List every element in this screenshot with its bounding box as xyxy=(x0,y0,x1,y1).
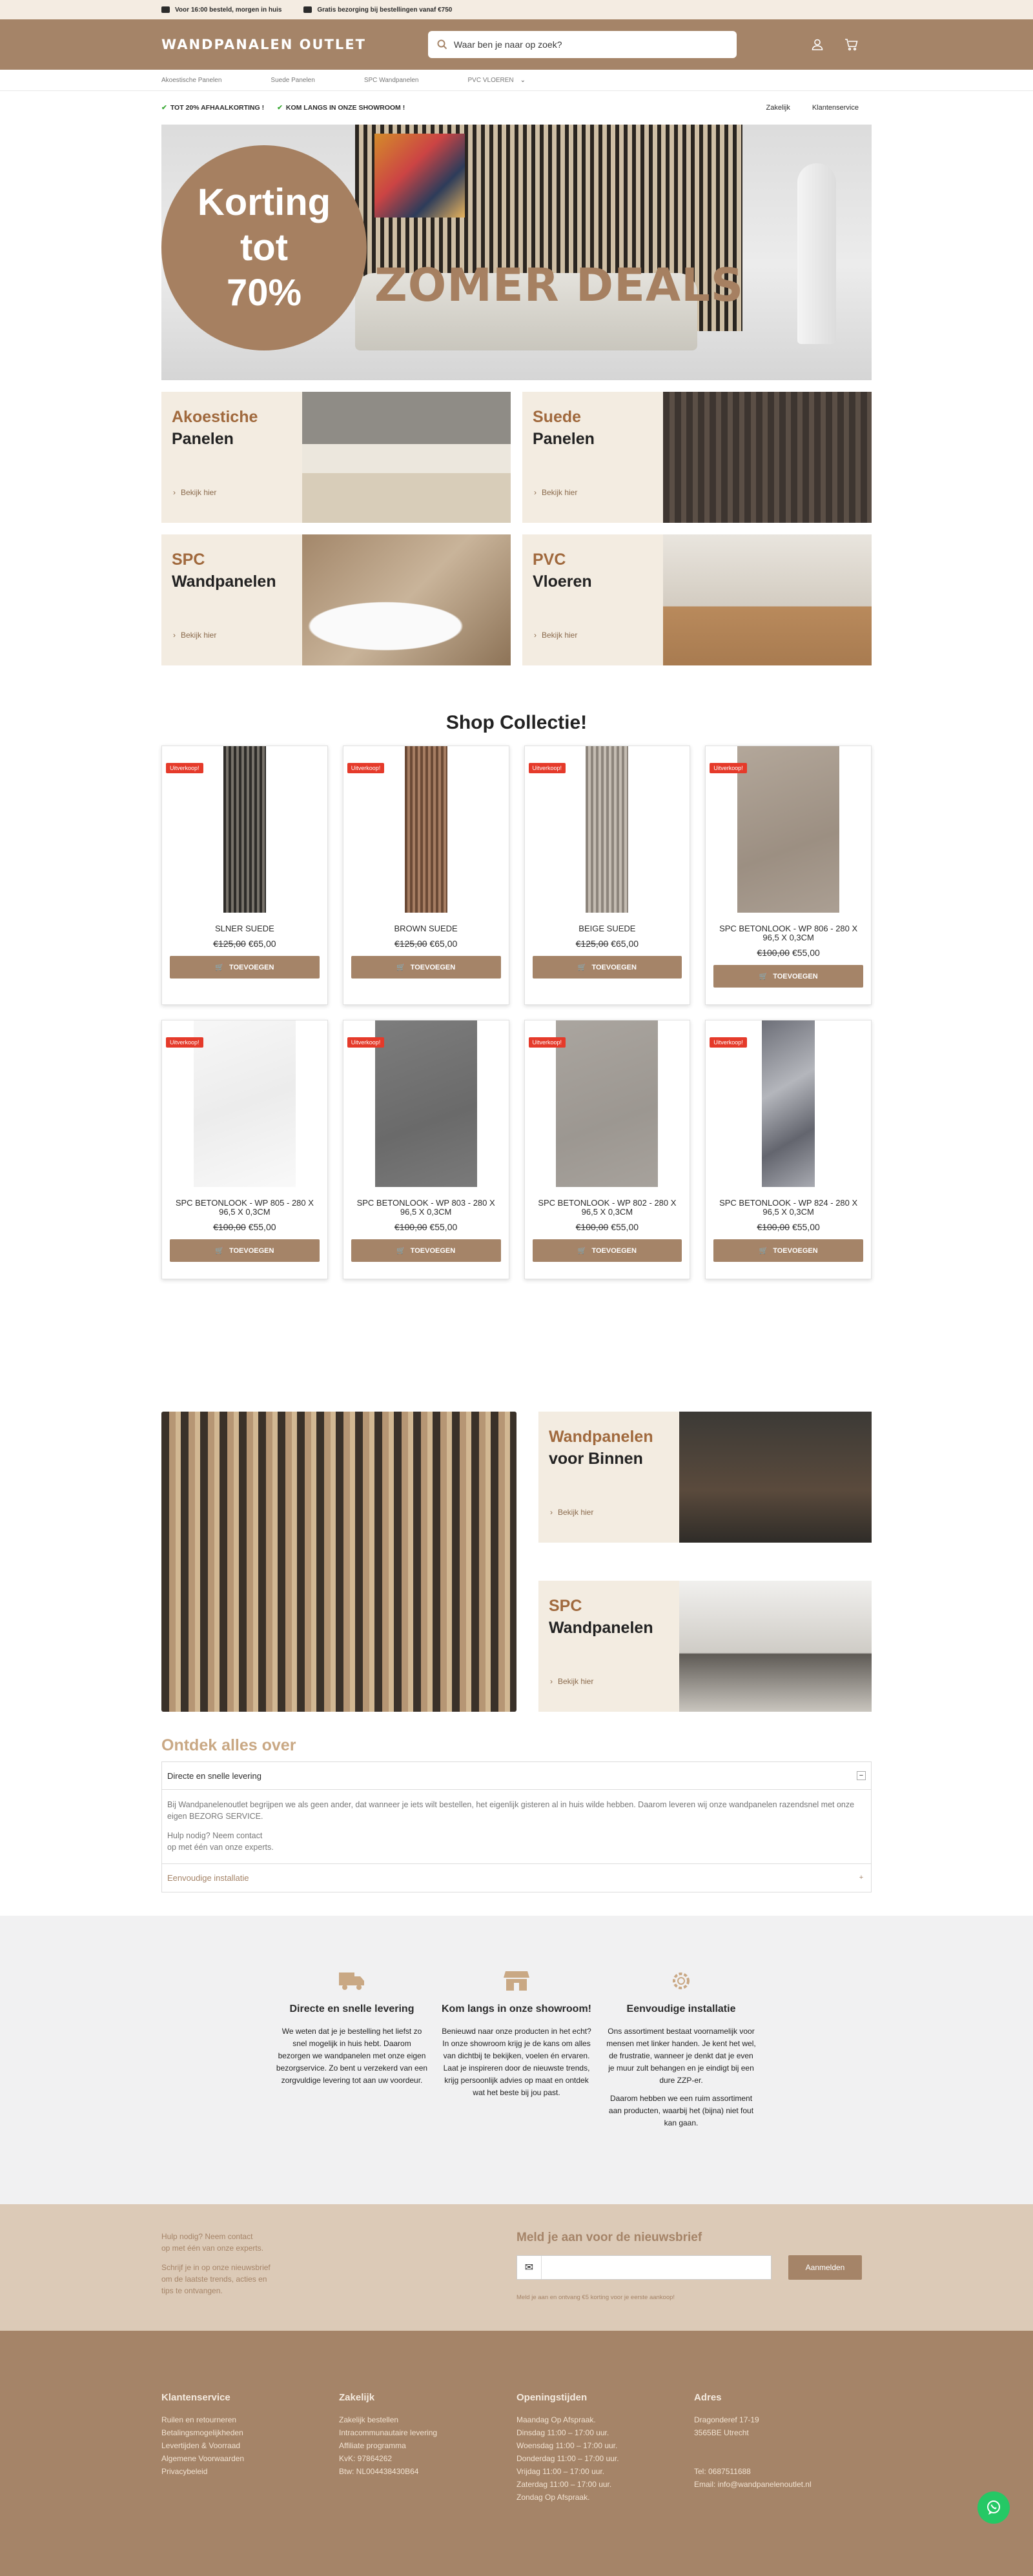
minus-icon: − xyxy=(857,1771,866,1780)
newsletter-title: Meld je aan voor de nieuwsbrief xyxy=(516,2231,702,2244)
footer-link[interactable]: Betalingsmogelijkheden xyxy=(161,2428,243,2437)
footer-col-klantenservice: Klantenservice Ruilen en retourneren Betalingsmogelijkheden Levertijden & Voorraad Algemene Voorwaarden Privacybeleid xyxy=(161,2391,339,2504)
logo[interactable]: WANDPANALEN OUTLET xyxy=(161,37,366,52)
product-card[interactable] xyxy=(705,745,872,1005)
product-name[interactable]: SPC BETONLOOK - WP 805 - 280 X 96,5 X 0,3CM xyxy=(175,1198,314,1217)
subscribe-button[interactable]: Aanmelden xyxy=(788,2255,862,2280)
newsletter-section: Hulp nodig? Neem contact op met één van onze experts. Schrijf je in op onze nieuwsbrief om de laatste trends, acties en tips te ontvangen. Meld je aan voor de nieuwsbrief ✉ Aanmelden Meld je aan en ontvang €5 korting voor je eerste aankoop! xyxy=(0,2204,1033,2331)
sale-price: €65,00 xyxy=(429,938,458,949)
link-zakelijk[interactable]: Zakelijk xyxy=(766,104,790,112)
add-to-cart-button[interactable]: 🛒 TOEVOEGEN xyxy=(713,965,863,988)
link-klantenservice[interactable]: Klantenservice xyxy=(812,104,859,112)
chevron-right-icon: › xyxy=(550,1508,553,1517)
add-to-cart-button[interactable]: 🛒 TOEVOEGEN xyxy=(170,1239,320,1262)
sale-badge: Uitverkoop! xyxy=(710,763,747,773)
sale-badge: Uitverkoop! xyxy=(166,1037,203,1048)
old-price: €100,00 xyxy=(575,1222,609,1232)
feature-installatie: Eenvoudige installatie Ons assortiment bestaat voornamelijk voor mensen met linker handen. Je kent het wel, de frustratie, wanneer je denkt dat je even je muur zult behangen en je eindigt bij een dure ZZP-er. Daarom hebben we een ruim assortiment aan producten, waarbij het (bijna) niet fout kan gaan. xyxy=(599,1966,764,2135)
old-price: €100,00 xyxy=(213,1222,246,1232)
cart-icon: 🛒 xyxy=(577,1247,587,1255)
chevron-right-icon: › xyxy=(173,631,176,640)
old-price: €125,00 xyxy=(575,938,609,949)
product-name[interactable]: BROWN SUEDE xyxy=(394,924,458,933)
product-name[interactable]: SPC BETONLOOK - WP 824 - 280 X 96,5 X 0,3CM xyxy=(719,1198,858,1217)
hero-artwork xyxy=(374,134,465,218)
product-image xyxy=(586,746,628,913)
chevron-right-icon: › xyxy=(550,1677,553,1686)
category-tiles xyxy=(161,392,872,665)
product-image xyxy=(223,746,266,913)
sale-badge: Uitverkoop! xyxy=(529,763,566,773)
store-icon xyxy=(504,1970,529,1992)
nav-item-akoestische[interactable]: Akoestische Panelen xyxy=(161,76,222,84)
category-image xyxy=(663,534,872,665)
product-image xyxy=(194,1020,296,1187)
cart-icon: 🛒 xyxy=(215,1247,224,1255)
product-card[interactable] xyxy=(524,1020,691,1279)
product-name[interactable]: SPC BETONLOOK - WP 802 - 280 X 96,5 X 0,3CM xyxy=(538,1198,677,1217)
usp-free-shipping: Gratis bezorging bij bestellingen vanaf €750 xyxy=(303,6,452,14)
whatsapp-icon xyxy=(985,2499,1002,2516)
check-icon: ✔ xyxy=(161,104,167,112)
old-price: €125,00 xyxy=(213,938,246,949)
hero-headline: ZOMER DEALS xyxy=(374,259,744,312)
cart-icon: 🛒 xyxy=(577,964,587,971)
bekijk-hier-link[interactable]: › Bekijk hier xyxy=(550,1677,594,1686)
top-usp-bar xyxy=(0,0,1033,19)
discount-circle: Korting tot 70% xyxy=(161,145,367,350)
category-tile-spc[interactable]: SPC Wandpanelen › Bekijk hier xyxy=(161,534,511,665)
category-tile-pvc[interactable]: PVC Vloeren › Bekijk hier xyxy=(522,534,872,665)
chevron-right-icon: › xyxy=(173,488,176,497)
product-card[interactable] xyxy=(343,1020,509,1279)
old-price: €100,00 xyxy=(757,948,790,958)
category-image xyxy=(302,534,511,665)
hero-vase xyxy=(797,163,836,344)
footer-col-openingstijden: Openingstijden Maandag Op Afspraak. Dinsdag 11:00 – 17:00 uur. Woensdag 11:00 – 17:00 uur. Donderdag 11:00 – 17:00 uur. Vrijdag 11:00 – 17:00 uur. Zaterdag 11:00 – 17:00 uur. Zondag Op Afspraak. xyxy=(516,2392,619,2502)
promo-tile-binnen[interactable]: Wandpanelen voor Binnen › Bekijk hier xyxy=(538,1412,872,1543)
chevron-down-icon: ⌄ xyxy=(520,76,526,84)
truck-icon xyxy=(303,6,312,13)
product-name[interactable]: SPC BETONLOOK - WP 806 - 280 X 96,5 X 0,3CM xyxy=(719,924,858,942)
chevron-right-icon: › xyxy=(534,488,537,497)
bekijk-hier-link[interactable]: › Bekijk hier xyxy=(534,631,578,640)
envelope-icon: ✉ xyxy=(517,2256,542,2279)
product-image xyxy=(405,746,447,913)
category-image xyxy=(663,392,872,523)
accordion-item-installatie[interactable]: Eenvoudige installatie + xyxy=(162,1864,871,1892)
site-header xyxy=(0,19,1033,70)
sale-badge: Uitverkoop! xyxy=(347,763,385,773)
category-tile-akoestische[interactable]: Akoestiche Panelen › Bekijk hier xyxy=(161,392,511,523)
sale-price: €55,00 xyxy=(429,1222,458,1232)
bekijk-hier-link[interactable]: › Bekijk hier xyxy=(534,488,578,497)
email-link[interactable]: Email: info@wandpanelenoutlet.nl xyxy=(694,2480,812,2489)
old-price: €125,00 xyxy=(394,938,427,949)
add-to-cart-button[interactable]: 🛒 TOEVOEGEN xyxy=(351,1239,501,1262)
cart-icon: 🛒 xyxy=(759,1247,768,1255)
sale-badge: Uitverkoop! xyxy=(166,763,203,773)
sale-badge: Uitverkoop! xyxy=(710,1037,747,1048)
cart-icon: 🛒 xyxy=(396,964,405,971)
account-icon[interactable] xyxy=(811,38,824,51)
add-to-cart-button[interactable]: 🛒 TOEVOEGEN xyxy=(713,1239,863,1262)
product-grid xyxy=(161,745,872,1279)
old-price: €100,00 xyxy=(394,1222,427,1232)
gear-icon xyxy=(668,1968,694,1994)
search-input[interactable] xyxy=(454,39,728,50)
bekijk-hier-link[interactable]: › Bekijk hier xyxy=(173,488,217,497)
slat-panel-image xyxy=(161,1412,516,1712)
email-field[interactable] xyxy=(542,2257,771,2278)
product-card[interactable] xyxy=(705,1020,872,1279)
check-icon: ✔ xyxy=(277,104,283,112)
accordion-title: Ontdek alles over xyxy=(161,1736,296,1754)
nav-item-pvc[interactable]: PVC VLOEREN ⌄ xyxy=(467,76,526,84)
site-footer xyxy=(0,2331,1033,2576)
cart-icon[interactable] xyxy=(844,38,859,51)
sale-price: €55,00 xyxy=(248,1222,276,1232)
sale-price: €55,00 xyxy=(792,948,820,958)
add-to-cart-button[interactable]: 🛒 TOEVOEGEN xyxy=(533,1239,682,1262)
search-bar[interactable] xyxy=(428,31,737,58)
cart-icon: 🛒 xyxy=(215,964,224,971)
category-tile-suede[interactable]: Suede Panelen › Bekijk hier xyxy=(522,392,872,523)
accordion xyxy=(161,1761,872,1892)
add-to-cart-button[interactable]: 🛒 TOEVOEGEN xyxy=(533,956,682,979)
product-card[interactable] xyxy=(161,745,328,1005)
feature-showroom: Kom langs in onze showroom! Benieuwd naar onze producten in het echt? In onze showroom krijg je de kans om alles van dichtbij te bekijken, voelen én ervaren. Laat je inspireren door de nieuwste trends, krijg persoonlijk advies op maat en ontdek wat het beste bij jou past. xyxy=(435,1966,599,2135)
product-image xyxy=(737,746,839,913)
footer-link[interactable]: Affiliate programma xyxy=(339,2441,406,2450)
footer-col-zakelijk: Zakelijk Zakelijk bestellen Intracommunautaire levering Affiliate programma KvK: 97864262 Btw: NL004438430B64 xyxy=(339,2391,516,2504)
product-name[interactable]: SPC BETONLOOK - WP 803 - 280 X 96,5 X 0,3CM xyxy=(356,1198,495,1217)
main-nav xyxy=(0,70,1033,91)
category-image xyxy=(302,392,511,523)
footer-link[interactable]: Levertijden & Voorraad xyxy=(161,2441,241,2450)
product-card[interactable] xyxy=(161,1020,328,1279)
truck-icon xyxy=(161,6,170,13)
usp-strip: ✔ TOT 20% AFHAALKORTING ! ✔ KOM LANGS IN ONZE SHOWROOM ! Zakelijk Klantenservice xyxy=(161,104,859,112)
sale-price: €65,00 xyxy=(248,938,276,949)
bekijk-hier-link[interactable]: › Bekijk hier xyxy=(550,1508,594,1517)
shop-title: Shop Collectie! xyxy=(445,712,588,733)
add-to-cart-button[interactable]: 🛒 TOEVOEGEN xyxy=(170,956,320,979)
features-section xyxy=(0,1916,1033,2204)
nav-item-spc[interactable]: SPC Wandpanelen xyxy=(363,76,419,84)
footer-col-adres: Adres Dragonderef 17-19 3565BE Utrecht Tel: 0687511688 Email: info@wandpanelenoutlet.nl xyxy=(694,2391,872,2504)
sale-price: €65,00 xyxy=(611,938,639,949)
footer-link[interactable]: Intracommunautaire levering xyxy=(339,2428,438,2437)
plus-icon: + xyxy=(859,1874,864,1881)
hero-banner[interactable] xyxy=(161,125,872,380)
search-icon xyxy=(437,39,447,50)
old-price: €100,00 xyxy=(757,1222,790,1232)
sale-badge: Uitverkoop! xyxy=(347,1037,385,1048)
promo-section xyxy=(161,1412,872,1712)
product-card[interactable] xyxy=(524,745,691,1005)
newsletter-form xyxy=(516,2255,862,2280)
feature-levering: Directe en snelle levering We weten dat je je bestelling het liefst zo snel mogelijk in huis hebt. Daarom bezorgen we wandpanelen met onze eigen bezorgservice. Zo bent u verzekerd van een zorgvuldige levering tot aan uw voordeur. xyxy=(270,1966,435,2135)
product-name[interactable]: BEIGE SUEDE xyxy=(578,924,636,933)
phone-link[interactable]: Tel: 0687511688 xyxy=(694,2467,751,2476)
accordion-item-levering[interactable]: Directe en snelle levering − xyxy=(162,1762,871,1790)
accordion-body: Bij Wandpanelenoutlet begrijpen we als geen ander, dat wanneer je iets wilt bestellen, het eigenlijk gisteren al in huis wilde hebben. Daarom leveren wij onze wandpanelen razendsnel met onze eigen BEZORG SERVICE. Hulp nodig? Neem contact op met één van onze experts. xyxy=(162,1790,871,1864)
product-card[interactable] xyxy=(343,745,509,1005)
cart-icon: 🛒 xyxy=(759,973,768,980)
footer-link[interactable]: Ruilen en retourneren xyxy=(161,2415,237,2424)
product-image xyxy=(375,1020,477,1187)
footer-link[interactable]: Zakelijk bestellen xyxy=(339,2415,399,2424)
add-to-cart-button[interactable]: 🛒 TOEVOEGEN xyxy=(351,956,501,979)
footer-link[interactable]: Algemene Voorwaarden xyxy=(161,2454,245,2463)
sale-badge: Uitverkoop! xyxy=(529,1037,566,1048)
nav-item-suede[interactable]: Suede Panelen xyxy=(271,76,315,84)
sale-price: €55,00 xyxy=(792,1222,820,1232)
whatsapp-chat-button[interactable] xyxy=(977,2491,1010,2524)
promo-image xyxy=(679,1581,872,1712)
footer-link[interactable]: Privacybeleid xyxy=(161,2467,208,2476)
product-image xyxy=(556,1020,658,1187)
truck-icon xyxy=(338,1970,366,1992)
usp-delivery: Voor 16:00 besteld, morgen in huis xyxy=(161,6,281,14)
chevron-right-icon: › xyxy=(534,631,537,640)
cart-icon: 🛒 xyxy=(396,1247,405,1255)
promo-tile-spc[interactable]: SPC Wandpanelen › Bekijk hier xyxy=(538,1581,872,1712)
sale-price: €55,00 xyxy=(611,1222,639,1232)
product-image xyxy=(762,1020,815,1187)
product-name[interactable]: SLNER SUEDE xyxy=(215,924,274,933)
bekijk-hier-link[interactable]: › Bekijk hier xyxy=(173,631,217,640)
promo-image xyxy=(679,1412,872,1543)
newsletter-note: Meld je aan en ontvang €5 korting voor je eerste aankoop! xyxy=(516,2294,675,2301)
